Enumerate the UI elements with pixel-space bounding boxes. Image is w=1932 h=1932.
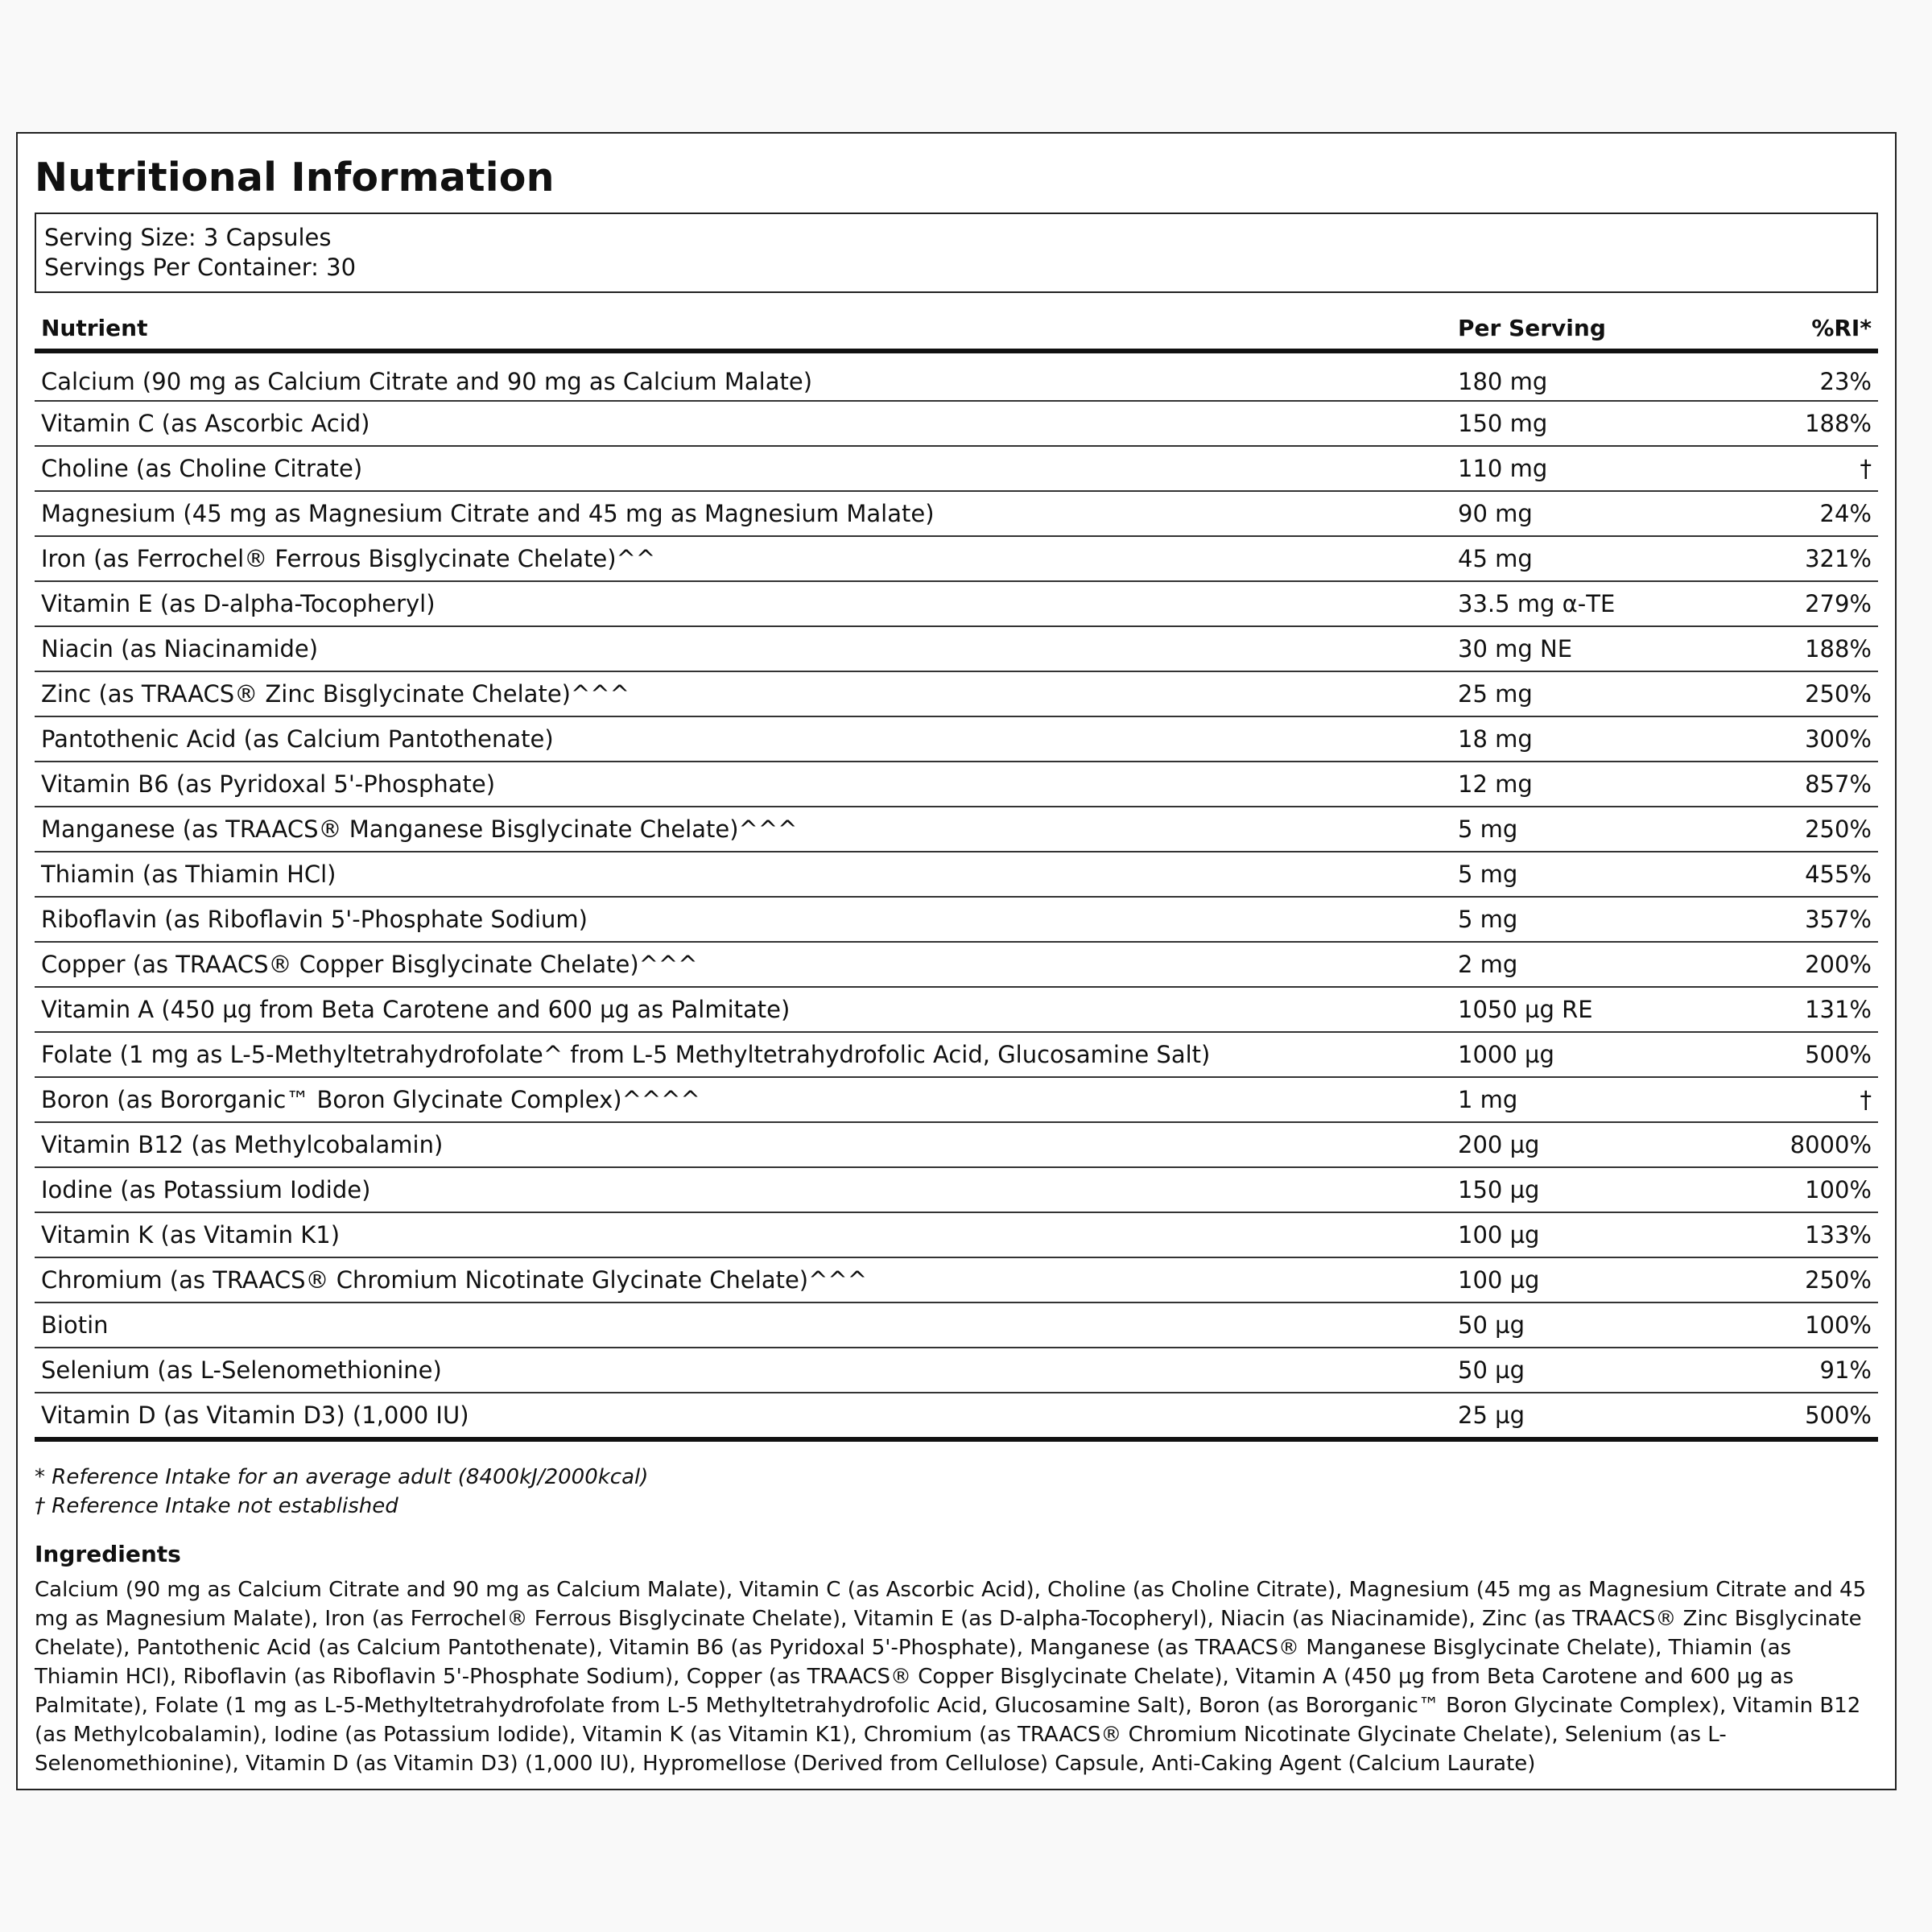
table-row (35, 491, 1878, 536)
nutrient-per-serving: 5 mg (1451, 897, 1717, 942)
nutrient-per-serving: 2 mg (1451, 942, 1717, 987)
table-row (35, 401, 1878, 446)
table-row (35, 1212, 1878, 1257)
nutrient-name: Vitamin A (450 µg from Beta Carotene and 600 µg as Palmitate) (35, 987, 1451, 1032)
nutrient-per-serving: 12 mg (1451, 762, 1717, 807)
nutrient-name: Boron (as Bororganic™ Boron Glycinate Complex)^^^^ (35, 1077, 1451, 1122)
nutrient-per-serving: 33.5 mg α-TE (1451, 581, 1717, 626)
nutrient-per-serving: 1000 µg (1451, 1032, 1717, 1077)
ingredients-title: Ingredients (35, 1540, 181, 1567)
table-row (35, 1167, 1878, 1212)
table-row (35, 852, 1878, 897)
table-row (35, 762, 1878, 807)
nutrient-name: Selenium (as L-Selenomethionine) (35, 1348, 1451, 1393)
nutrient-ri: † (1717, 446, 1878, 491)
serving-size: Serving Size: 3 Capsules (44, 223, 332, 251)
nutrient-name: Iron (as Ferrochel® Ferrous Bisglycinate Chelate)^^ (35, 536, 1451, 581)
nutrient-ri: 857% (1717, 762, 1878, 807)
nutrient-ri: 250% (1717, 1257, 1878, 1302)
table-row (35, 1077, 1878, 1122)
nutrient-name: Vitamin C (as Ascorbic Acid) (35, 401, 1451, 446)
nutrient-per-serving: 150 µg (1451, 1167, 1717, 1212)
table-row (35, 536, 1878, 581)
nutrient-per-serving: 100 µg (1451, 1212, 1717, 1257)
nutrient-ri: 91% (1717, 1348, 1878, 1393)
table-row (35, 446, 1878, 491)
nutrient-ri: 8000% (1717, 1122, 1878, 1167)
header-per-serving: Per Serving (1451, 308, 1717, 351)
nutrient-ri: 357% (1717, 897, 1878, 942)
nutrient-name: Folate (1 mg as L-5-Methyltetrahydrofolate^ from L-5 Methyltetrahydrofolic Acid, Glucosamine Salt) (35, 1032, 1451, 1077)
nutrient-per-serving: 1050 µg RE (1451, 987, 1717, 1032)
table-row (35, 942, 1878, 987)
nutrient-name: Choline (as Choline Citrate) (35, 446, 1451, 491)
servings-per-container: Servings Per Container: 30 (44, 253, 357, 281)
nutrient-per-serving: 100 µg (1451, 1257, 1717, 1302)
table-row (35, 351, 1878, 401)
nutrient-per-serving: 5 mg (1451, 852, 1717, 897)
nutrient-ri: † (1717, 1077, 1878, 1122)
nutrient-name: Pantothenic Acid (as Calcium Pantothenate) (35, 716, 1451, 762)
table-row (35, 807, 1878, 852)
table-row (35, 1257, 1878, 1302)
footnotes (35, 1463, 1878, 1521)
table-row (35, 1122, 1878, 1167)
nutrient-ri: 100% (1717, 1167, 1878, 1212)
nutrient-per-serving: 25 µg (1451, 1393, 1717, 1439)
table-row (35, 1032, 1878, 1077)
footnote-not-established: † Reference Intake not established (35, 1493, 398, 1518)
nutrient-name: Iodine (as Potassium Iodide) (35, 1167, 1451, 1212)
nutrient-per-serving: 200 µg (1451, 1122, 1717, 1167)
nutrient-ri: 321% (1717, 536, 1878, 581)
nutrient-per-serving: 90 mg (1451, 491, 1717, 536)
nutrient-name: Vitamin K (as Vitamin K1) (35, 1212, 1451, 1257)
nutrient-ri: 250% (1717, 807, 1878, 852)
nutrient-ri: 133% (1717, 1212, 1878, 1257)
nutrient-name: Magnesium (45 mg as Magnesium Citrate and 45 mg as Magnesium Malate) (35, 491, 1451, 536)
nutrient-ri: 300% (1717, 716, 1878, 762)
nutrient-ri: 24% (1717, 491, 1878, 536)
table-row (35, 1348, 1878, 1393)
nutrition-panel (16, 132, 1897, 1790)
nutrient-name: Biotin (35, 1302, 1451, 1348)
nutrient-per-serving: 110 mg (1451, 446, 1717, 491)
nutrient-ri: 200% (1717, 942, 1878, 987)
ingredients-text: Calcium (90 mg as Calcium Citrate and 90 mg as Calcium Malate), Vitamin C (as Ascorbic Acid), Choline (as Choline Citrate), Magnesium (45 mg as Magnesium Citrate and 45 mg as Magnesium Malate), Iron (as Ferrochel® Ferrous Bisglycinate Chelate), Vitamin E (as D-alpha-Tocopheryl), Niacin (as Niacinamide), Zinc (as TRAACS® Zinc Bisglycinate Chelate), Pantothenic Acid (as Calcium Pantothenate), Vitamin B6 (as Pyridoxal 5'-Phosphate), Manganese (as TRAACS® Manganese Bisglycinate Chelate), Thiamin (as Thiamin HCl), Riboflavin (as Riboflavin 5'-Phosphate Sodium), Copper (as TRAACS® Copper Bisglycinate Chelate), Vitamin A (450 µg from Beta Carotene and 600 µg as Palmitate), Folate (1 mg as L-5-Methyltetrahydrofolate from L-5 Methyltetrahydrofolic Acid, Glucosamine Salt), Boron (as Bororganic™ Boron Glycinate Complex), Vitamin B12 (as Methylcobalamin), Iodine (as Potassium Iodide), Vitamin K (as Vitamin K1), Chromium (as TRAACS® Chromium Nicotinate Glycinate Chelate), Selenium (as L-Selenomethionine), Vitamin D (as Vitamin D3) (1,000 IU), Hypromellose (Derived from Cellulose) Capsule, Anti-Caking Agent (Calcium Laurate) (35, 1577, 1867, 1776)
nutrient-per-serving: 45 mg (1451, 536, 1717, 581)
nutrient-per-serving: 180 mg (1451, 351, 1717, 401)
header-nutrient: Nutrient (35, 308, 1451, 351)
table-row (35, 671, 1878, 716)
table-row (35, 716, 1878, 762)
nutrient-name: Riboflavin (as Riboflavin 5'-Phosphate Sodium) (35, 897, 1451, 942)
nutrient-name: Chromium (as TRAACS® Chromium Nicotinate Glycinate Chelate)^^^ (35, 1257, 1451, 1302)
nutrient-ri: 131% (1717, 987, 1878, 1032)
nutrient-per-serving: 25 mg (1451, 671, 1717, 716)
nutrient-name: Zinc (as TRAACS® Zinc Bisglycinate Chelate)^^^ (35, 671, 1451, 716)
nutrient-name: Vitamin B12 (as Methylcobalamin) (35, 1122, 1451, 1167)
nutrient-per-serving: 150 mg (1451, 401, 1717, 446)
nutrient-per-serving: 5 mg (1451, 807, 1717, 852)
nutrient-per-serving: 50 µg (1451, 1302, 1717, 1348)
nutrient-name: Vitamin B6 (as Pyridoxal 5'-Phosphate) (35, 762, 1451, 807)
nutrient-ri: 500% (1717, 1032, 1878, 1077)
table-header-row (35, 308, 1878, 351)
nutrient-ri: 279% (1717, 581, 1878, 626)
nutrient-per-serving: 50 µg (1451, 1348, 1717, 1393)
nutrient-ri: 23% (1717, 351, 1878, 401)
nutrient-ri: 250% (1717, 671, 1878, 716)
nutrient-name: Vitamin D (as Vitamin D3) (1,000 IU) (35, 1393, 1451, 1439)
header-ri: %RI* (1717, 308, 1878, 351)
footnote-reference-intake: * Reference Intake for an average adult (8400kJ/2000kcal) (35, 1464, 649, 1489)
table-row (35, 581, 1878, 626)
nutrient-table (35, 308, 1878, 1442)
table-row (35, 897, 1878, 942)
nutrient-name: Thiamin (as Thiamin HCl) (35, 852, 1451, 897)
nutrient-name: Niacin (as Niacinamide) (35, 626, 1451, 671)
nutrient-table-body (35, 351, 1878, 1439)
nutrient-ri: 455% (1717, 852, 1878, 897)
nutrient-ri: 500% (1717, 1393, 1878, 1439)
nutrient-name: Vitamin E (as D-alpha-Tocopheryl) (35, 581, 1451, 626)
nutrient-per-serving: 30 mg NE (1451, 626, 1717, 671)
nutrient-ri: 188% (1717, 401, 1878, 446)
nutrient-ri: 188% (1717, 626, 1878, 671)
page-title: Nutritional Information (35, 155, 555, 200)
table-row (35, 1393, 1878, 1439)
serving-info-box (35, 213, 1878, 293)
nutrient-per-serving: 18 mg (1451, 716, 1717, 762)
nutrient-name: Manganese (as TRAACS® Manganese Bisglycinate Chelate)^^^ (35, 807, 1451, 852)
nutrient-per-serving: 1 mg (1451, 1077, 1717, 1122)
table-row (35, 1302, 1878, 1348)
table-row (35, 987, 1878, 1032)
nutrient-ri: 100% (1717, 1302, 1878, 1348)
nutrient-name: Copper (as TRAACS® Copper Bisglycinate Chelate)^^^ (35, 942, 1451, 987)
table-row (35, 626, 1878, 671)
nutrient-name: Calcium (90 mg as Calcium Citrate and 90 mg as Calcium Malate) (35, 351, 1451, 401)
